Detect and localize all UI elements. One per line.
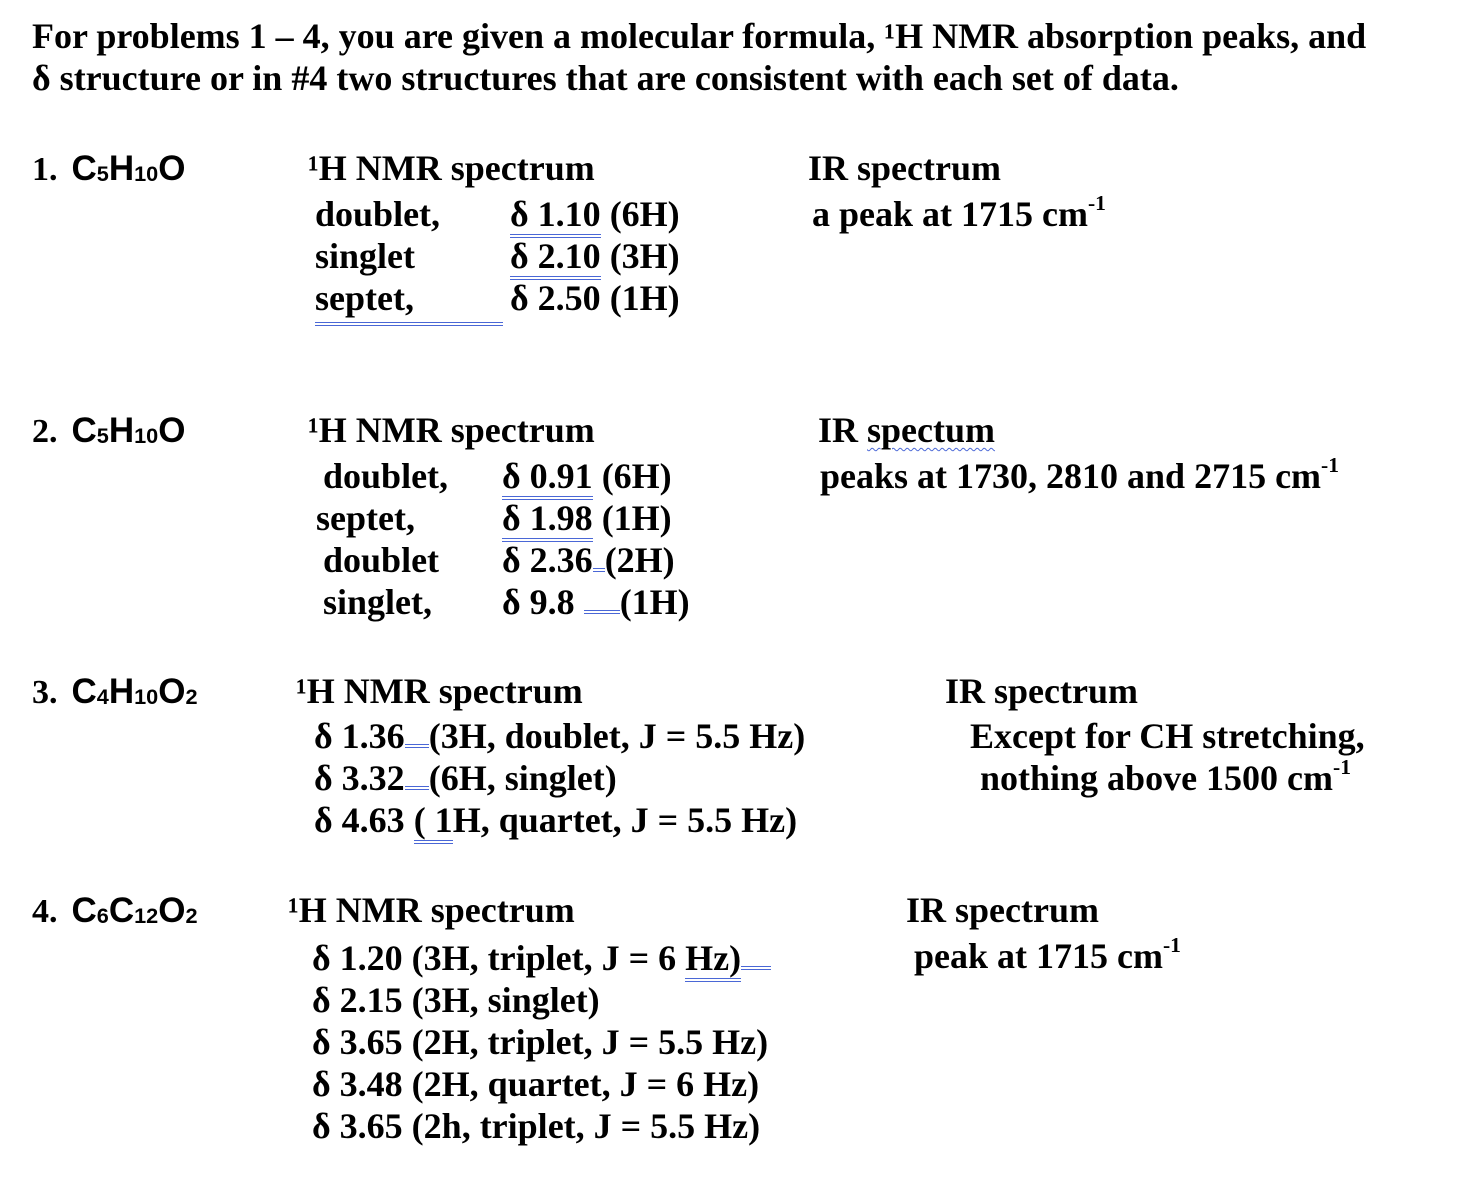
nmr-title: ¹H NMR spectrum bbox=[308, 148, 595, 188]
nmr-peaks bbox=[312, 940, 771, 1150]
intro-line-2: δ structure or in #4 two structures that are consistent with each set of data. bbox=[32, 58, 1179, 98]
nmr-peak: δ 4.63 ( 1H, quartet, J = 5.5 Hz) bbox=[314, 802, 805, 844]
problem-1-label bbox=[32, 150, 185, 187]
nmr-integration: (1H) bbox=[601, 498, 672, 538]
intro-line-1: For problems 1 – 4, you are given a molecular formula, ¹H NMR absorption peaks, and bbox=[32, 16, 1367, 56]
nmr-mult: doublet, bbox=[323, 456, 449, 496]
nmr-integration: (2H) bbox=[604, 540, 675, 580]
nmr-integration: (6H) bbox=[601, 456, 672, 496]
nmr-mult: septet, bbox=[315, 280, 503, 326]
nmr-peak: δ 2.15 (3H, singlet) bbox=[312, 980, 600, 1020]
ir-title: IR spectrum bbox=[906, 890, 1099, 930]
nmr-mult: singlet, bbox=[323, 582, 433, 622]
problem-3-label bbox=[32, 673, 198, 710]
nmr-shifts bbox=[502, 458, 690, 626]
problem-number: 1. bbox=[32, 151, 58, 188]
nmr-shift: δ 1.10 bbox=[510, 194, 601, 238]
problem-number: 2. bbox=[32, 413, 58, 450]
ir-title: IR spectum bbox=[818, 410, 996, 450]
nmr-peak: δ 3.65 (2h, triplet, J = 5.5 Hz) bbox=[312, 1106, 761, 1146]
nmr-peak: δ 3.65 (2H, triplet, J = 5.5 Hz) bbox=[312, 1022, 769, 1062]
nmr-peak: δ 1.36 (3H, doublet, J = 5.5 Hz) bbox=[314, 716, 806, 756]
nmr-multiplicities bbox=[316, 458, 448, 626]
nmr-title: ¹H NMR spectrum bbox=[288, 890, 575, 930]
ir-description-line-2: nothing above 1500 $cm^{-1}$ bbox=[980, 754, 1352, 798]
ir-description: a peak at 1715 $cm^{-1}$ bbox=[812, 190, 1106, 234]
nmr-integration: (1H) bbox=[609, 278, 680, 318]
molecular-formula: $C_5H_{10}O$ bbox=[71, 411, 186, 450]
nmr-integration: (6H) bbox=[609, 194, 680, 234]
problem-number: 3. bbox=[32, 674, 58, 711]
nmr-shift: δ 2.10 bbox=[510, 236, 601, 280]
ir-description: peak at 1715 $cm^{-1}$ bbox=[914, 932, 1181, 976]
ir-title-word: spectum bbox=[867, 410, 996, 450]
nmr-shift: δ 0.91 bbox=[502, 456, 593, 500]
nmr-integration: (1H) bbox=[619, 582, 690, 622]
molecular-formula: $C_4H_{10}O_2$ bbox=[71, 672, 198, 711]
nmr-shift: δ 2.36 bbox=[502, 540, 593, 580]
nmr-mult: septet, bbox=[316, 498, 415, 538]
nmr-peak: δ 3.32 (6H, singlet) bbox=[314, 758, 617, 798]
nmr-mult: doublet, bbox=[315, 194, 441, 234]
nmr-peaks bbox=[314, 718, 805, 844]
nmr-shift: δ 9.8 bbox=[502, 582, 575, 622]
ir-description: peaks at 1730, 2810 and 2715 $cm^{-1}$ bbox=[820, 452, 1340, 496]
problem-4-label bbox=[32, 892, 198, 929]
molecular-formula: $C_6C_{12}O_2$ bbox=[71, 891, 198, 930]
ir-description-line-1: Except for CH stretching, bbox=[970, 716, 1365, 756]
ir-title: IR spectrum bbox=[945, 671, 1138, 711]
nmr-shift: δ 1.98 bbox=[502, 498, 593, 542]
nmr-mult: singlet bbox=[315, 236, 416, 276]
nmr-mult: doublet bbox=[323, 540, 440, 580]
molecular-formula: $C_5H_{10}O$ bbox=[71, 149, 186, 188]
nmr-multiplicities bbox=[315, 196, 503, 326]
problem-number: 4. bbox=[32, 893, 58, 930]
nmr-shift: δ 2.50 bbox=[510, 278, 601, 318]
ir-title: IR spectrum bbox=[808, 148, 1001, 188]
problem-2-label bbox=[32, 412, 185, 449]
nmr-title: ¹H NMR spectrum bbox=[296, 671, 583, 711]
nmr-title: ¹H NMR spectrum bbox=[308, 410, 595, 450]
nmr-peak: δ 3.48 (2H, quartet, J = 6 Hz) bbox=[312, 1064, 760, 1104]
nmr-shifts bbox=[510, 196, 680, 322]
nmr-peak: δ 1.20 (3H, triplet, J = 6 Hz) bbox=[312, 940, 771, 982]
nmr-integration: (3H) bbox=[609, 236, 680, 276]
